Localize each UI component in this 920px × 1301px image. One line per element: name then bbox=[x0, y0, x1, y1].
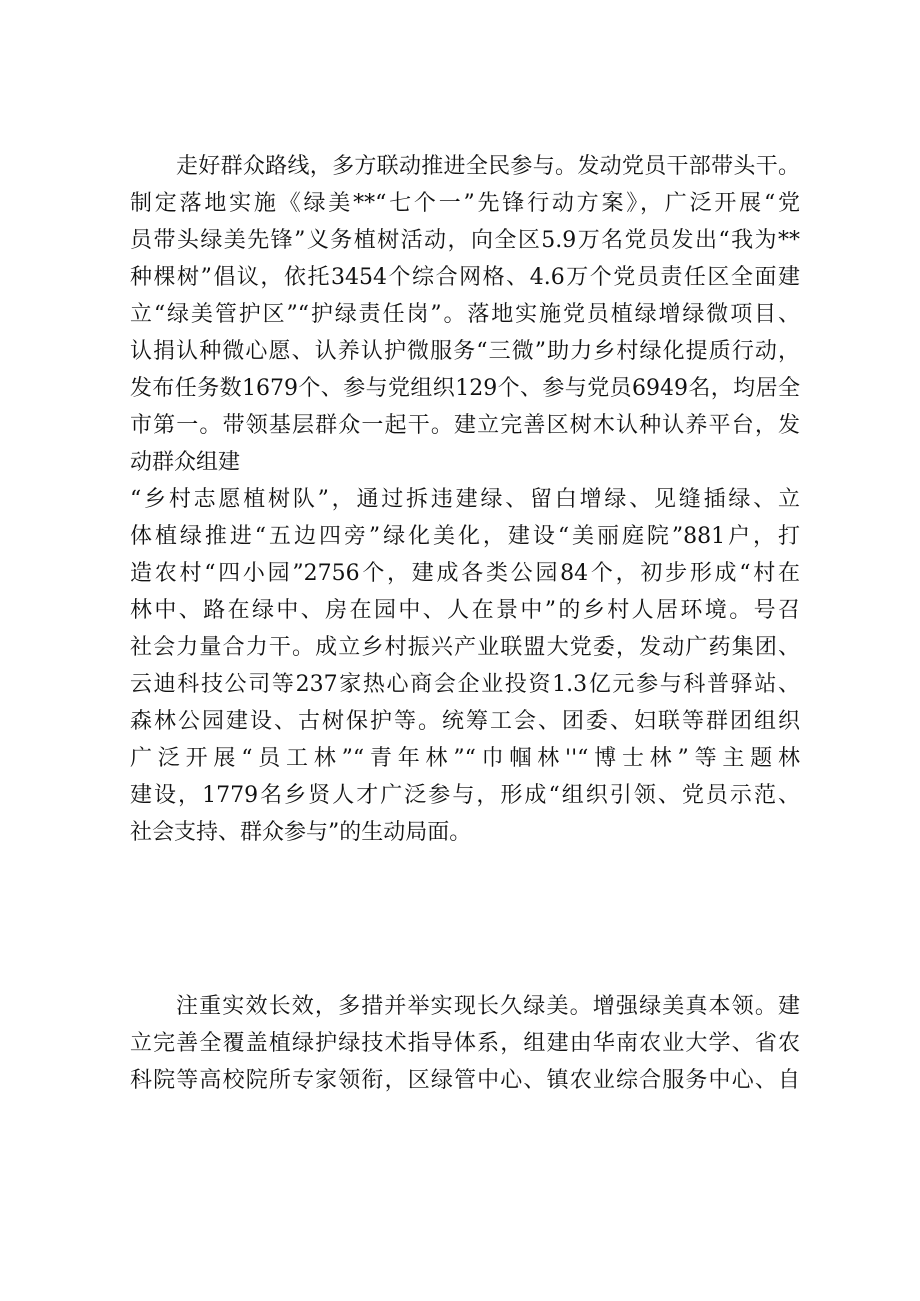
text-line: 体植绿推进“五边四旁”绿化美化，建设“美丽庭院”881户，打 bbox=[130, 524, 800, 549]
text-line: 市第一。带领基层群众一起干。建立完善区树木认种认养平台，发 bbox=[130, 413, 800, 438]
text-line: 广泛开展“员工林”“青年林”“巾帼林''“博士林”等主题林 bbox=[130, 746, 800, 771]
text-line: 林中、路在绿中、房在园中、人在景中”的乡村人居环境。号召 bbox=[130, 598, 800, 623]
text-line: 动群众组建 bbox=[130, 450, 241, 475]
text-line: 走好群众路线，多方联动推进全民参与。发动党员干部带头干。 bbox=[176, 154, 800, 179]
text-line: 科院等高校院所专家领衔，区绿管中心、镇农业综合服务中心、自 bbox=[130, 1068, 800, 1093]
text-line: 员带头绿美先锋”义务植树活动，向全区5.9万名党员发出“我为** bbox=[130, 228, 800, 253]
text-line: “乡村志愿植树队”，通过拆违建绿、留白增绿、见缝插绿、立 bbox=[130, 487, 800, 512]
text-line: 立完善全覆盖植绿护绿技术指导体系，组建由华南农业大学、省农 bbox=[130, 1031, 800, 1056]
text-line: 注重实效长效，多措并举实现长久绿美。增强绿美真本领。建 bbox=[176, 994, 800, 1019]
text-line: 社会力量合力干。成立乡村振兴产业联盟大党委，发动广药集团、 bbox=[130, 635, 800, 660]
text-line: 森林公园建设、古树保护等。统筹工会、团委、妇联等群团组织 bbox=[130, 709, 800, 734]
text-line: 造农村“四小园”2756个，建成各类公园84个，初步形成“村在 bbox=[130, 561, 800, 586]
text-line: 立“绿美管护区”“护绿责任岗”。落地实施党员植绿增绿微项目、 bbox=[130, 302, 800, 327]
text-line: 发布任务数1679个、参与党组织129个、参与党员6949名，均居全 bbox=[130, 376, 800, 401]
text-line: 云迪科技公司等237家热心商会企业投资1.3亿元参与科普驿站、 bbox=[130, 672, 800, 697]
text-line: 社会支持、群众参与”的生动局面。 bbox=[130, 820, 472, 845]
text-line: 制定落地实施《绿美**“七个一”先锋行动方案》，广泛开展“党 bbox=[130, 191, 800, 216]
paragraph-long-term-results bbox=[130, 988, 800, 1099]
text-line: 建设，1779名乡贤人才广泛参与，形成“组织引领、党员示范、 bbox=[130, 783, 800, 808]
text-line: 认捐认种微心愿、认养认护微服务“三微”助力乡村绿化提质行动， bbox=[130, 339, 800, 364]
text-line: 种棵树”倡议，依托3454个综合网格、4.6万个党员责任区全面建 bbox=[130, 265, 800, 290]
paragraph-mass-participation bbox=[130, 148, 800, 851]
